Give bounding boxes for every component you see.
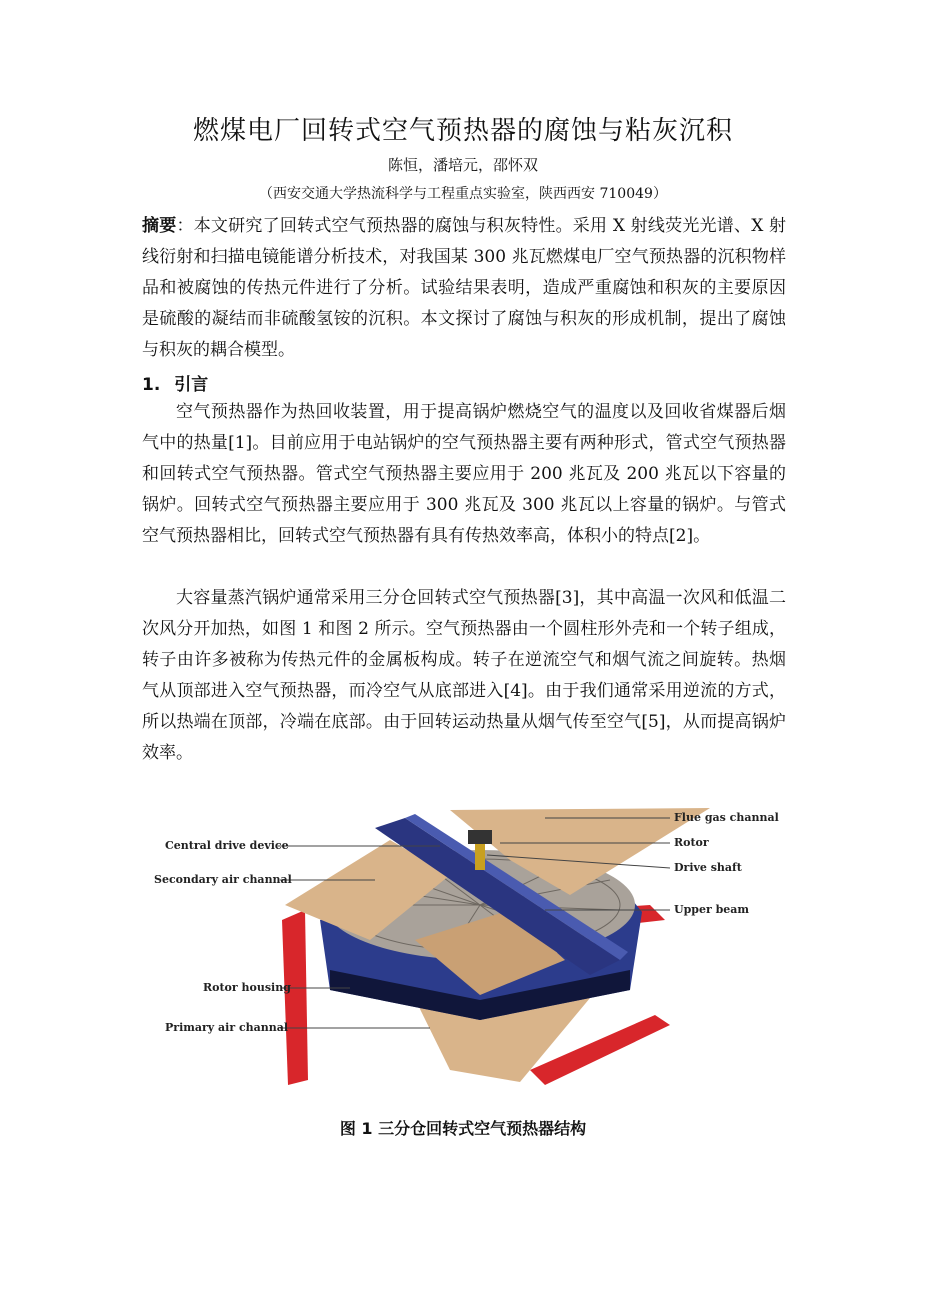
figure-caption: 图 1 三分仓回转式空气预热器结构 xyxy=(339,1119,587,1138)
section-heading xyxy=(142,370,222,395)
label-secondary-air-channal: Secondary air channal xyxy=(154,873,292,886)
authors: 陈恒，潘培元，邵怀双 xyxy=(387,156,538,174)
label-central-drive-device: Central drive device xyxy=(165,839,289,852)
affiliation: （西安交通大学热流科学与工程重点实验室，陕西西安 710049） xyxy=(259,186,667,202)
section-number: 1. xyxy=(142,375,161,395)
section-title: 引言 xyxy=(174,375,209,395)
intro-paragraph-2: 大容量蒸汽锅炉通常采用三分仓回转式空气预热器[3]，其中高温一次风和低温二次风分开加热，如图 1 和图 2 所示。空气预热器由一个圆柱形外壳和一个转子组成，转子由许多被称为传热元件的金属板构成。转子在逆流空气和烟气流之间旋转。热烟气从顶部进入空气预热器，而冷空气从底部进入[4]。由于我们通常采用逆流的方式，所以热端在顶部，冷端在底部。由于回转运动热量从烟气传至空气[5]，从而提高锅炉效率。 xyxy=(142,588,786,763)
central-drive xyxy=(468,830,492,844)
abstract-text: ：本文研究了回转式空气预热器的腐蚀与积灰特性。采用 X 射线荧光光谱、X 射线衍射和扫描电镜能谱分析技术，对我国某 300 兆瓦燃煤电厂空气预热器的沉积物样品和被腐蚀的传热元件进行了分析。试验结果表明，造成严重腐蚀和积灰的主要原因是硫酸的凝结而非硫酸氢铵的沉积。本文探讨了腐蚀与积灰的形成机制，提出了腐蚀与积灰的耦合模型。 xyxy=(142,216,786,360)
abstract-label: 摘要 xyxy=(142,216,177,236)
support-frame-left xyxy=(282,910,308,1085)
intro-paragraph-1: 空气预热器作为热回收装置，用于提高锅炉燃烧空气的温度以及回收省煤器后烟气中的热量[1]。目前应用于电站锅炉的空气预热器主要有两种形式，管式空气预热器和回转式空气预热器。管式空气预热器主要应用于 200 兆瓦及 200 兆瓦以下容量的锅炉。回转式空气预热器主要应用于 300 兆瓦及 300 兆瓦以上容量的锅炉。与管式空气预热器相比，回转式空气预热器有具有传热效率高，体积小的特点[2]。 xyxy=(142,402,786,546)
drive-shaft xyxy=(475,840,485,870)
label-upper-beam: Upper beam xyxy=(674,903,750,916)
figure-1-diagram xyxy=(150,800,780,1085)
label-rotor: Rotor xyxy=(674,836,709,849)
label-primary-air-channal: Primary air channal xyxy=(165,1021,289,1034)
label-flue-gas-channal: Flue gas channal xyxy=(674,811,779,824)
paper-title: 燃煤电厂回转式空气预热器的腐蚀与粘灰沉积 xyxy=(192,116,733,146)
label-rotor-housing: Rotor housing xyxy=(203,981,291,994)
label-drive-shaft: Drive shaft xyxy=(674,861,742,874)
abstract xyxy=(142,211,786,366)
